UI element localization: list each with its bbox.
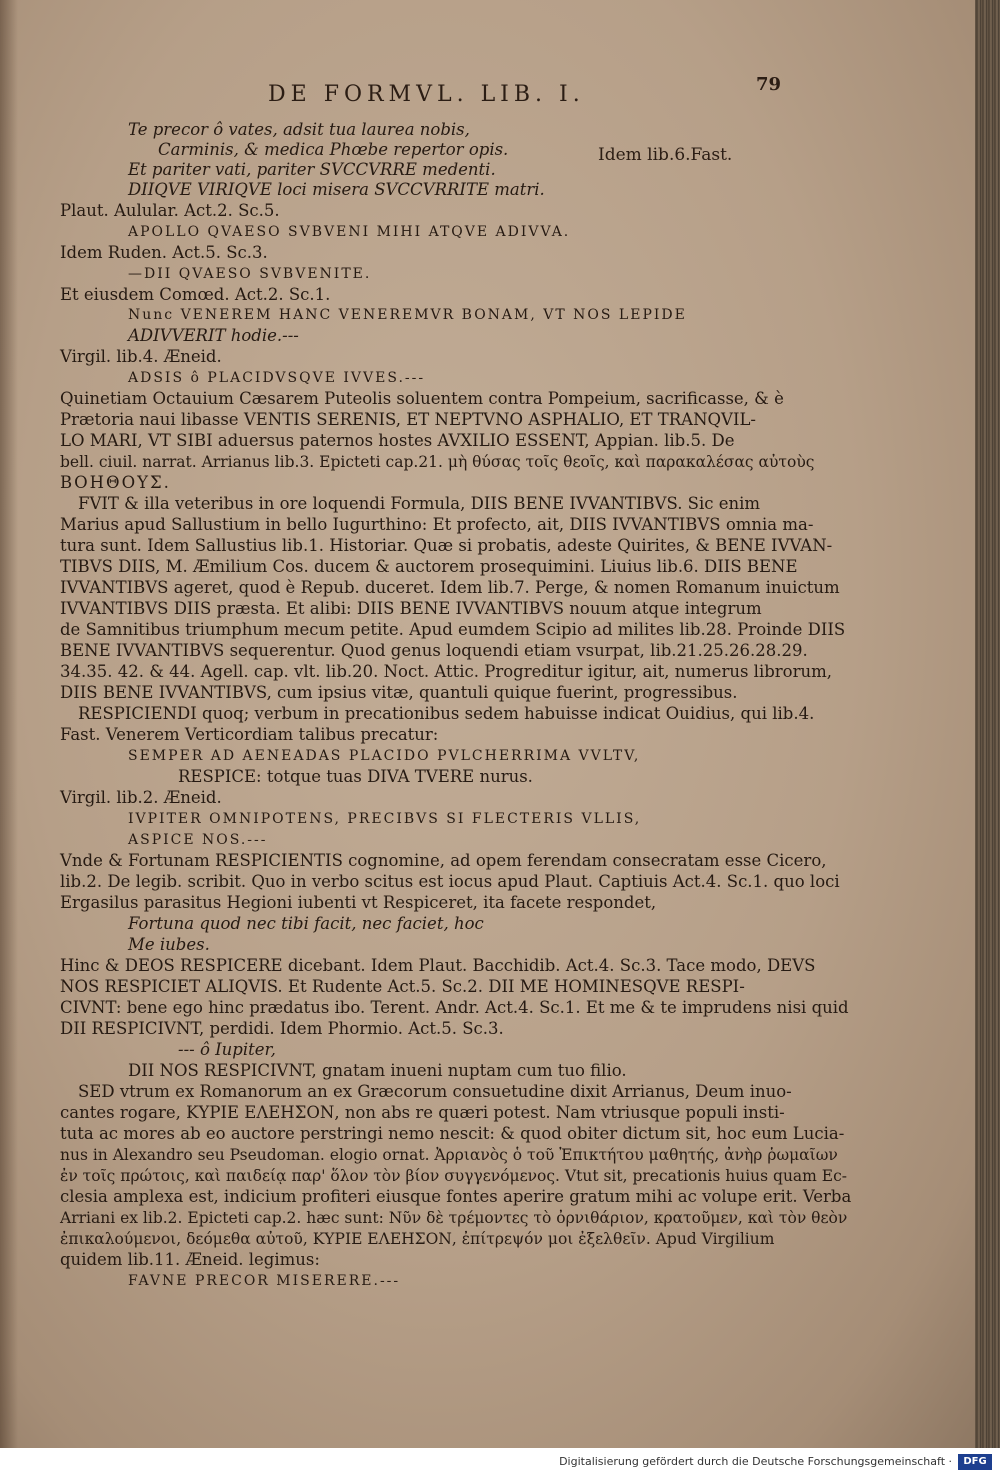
text-line: Fast. Venerem Verticordiam talibus precatur: [60,725,439,744]
text-line: DIIS BENE IVVANTIBVS, cum ipsius vitæ, quantuli quique fuerint, progressibus. [60,683,738,702]
text-line: IVVANTIBVS ageret, quod è Repub. duceret. Idem lib.7. Perge, & nomen Romanum inuictum [60,578,840,597]
text-line: clesia amplexa est, indicium profiteri eiusque fontes aperire gratum mihi ac volupe erit. Verba [60,1187,852,1206]
text-line: FAVNE PRECOR MISERERE.--- [128,1273,401,1289]
text-line: Et pariter vati, pariter SVCCVRRE medenti. [128,160,496,179]
book-fore-edge [975,0,1000,1448]
text-line: —DII QVAESO SVBVENITE. [128,266,372,282]
text-line: quidem lib.11. Æneid. legimus: [60,1250,320,1269]
text-line: ASPICE NOS.--- [128,832,268,848]
text-line: IVPITER OMNIPOTENS, PRECIBVS SI FLECTERIS VLLIS, [128,811,642,827]
text-line: ADIVVERIT hodie.--- [128,326,299,345]
text-line: RESPICE: totque tuas DIVA TVERE nurus. [178,767,533,786]
text-line: Me iubes. [128,935,210,954]
text-line: TIBVS DIIS, M. Æmilium Cos. ducem & auctorem prosequimini. Liuius lib.6. DIIS BENE [60,557,798,576]
text-line: BENE IVVANTIBVS sequerentur. Quod genus loquendi etiam vsurpat, lib.21.25.26.28.29. [60,641,808,660]
text-line: nus in Alexandro seu Pseudoman. elogio ornat. Ἀρριανὸς ὁ τοῦ Ἐπικτήτου μαθητής, ἀνὴρ ῥωμαῖων [60,1146,838,1164]
text-line: lib.2. De legib. scribit. Quo in verbo scitus est iocus apud Plaut. Captiuis Act.4. Sc.1. quo loci [60,872,840,891]
text-line: DII RESPICIVNT, perdidi. Idem Phormio. Act.5. Sc.3. [60,1019,504,1038]
dfg-logo: DFG [958,1454,992,1470]
text-line: Quinetiam Octauium Cæsarem Puteolis soluentem contra Pompeium, sacrificasse, & è [60,389,784,408]
footer-bar [0,1448,1000,1476]
text-line: Hinc & DEOS RESPICERE dicebant. Idem Plaut. Bacchidib. Act.4. Sc.3. Tace modo, DEVS [60,956,816,975]
text-line: ΒΟΗΘΟΥΣ. [60,473,171,492]
text-line: Plaut. Aulular. Act.2. Sc.5. [60,201,280,220]
text-line: Marius apud Sallustium in bello Iugurthino: Et profecto, ait, DIIS IVVANTIBVS omnia ma- [60,515,814,534]
text-line: Virgil. lib.4. Æneid. [60,347,222,366]
text-line: tura sunt. Idem Sallustius lib.1. Historiar. Quæ si probatis, adeste Quirites, & BENE IVVAN- [60,536,833,555]
footer-credit: Digitalisierung gefördert durch die Deutsche Forschungsgemeinschaft · [559,1455,952,1468]
text-line: APOLLO QVAESO SVBVENI MIHI ATQVE ADIVVA. [128,224,571,240]
text-line: IVVANTIBVS DIIS præsta. Et alibi: DIIS BENE IVVANTIBVS nouum atque integrum [60,599,762,618]
text-line: ἐν τοῖς πρώτοις, καὶ παιδείᾳ παρ' ὅλον τὸν βίον συγγενόμενος. Vtut sit, precationis huius quam Ec- [60,1167,848,1185]
text-line: --- ô Iupiter, [178,1040,276,1059]
text-line: Nunc VENEREM HANC VENEREMVR BONAM, VT NOS LEPIDE [128,307,687,323]
text-line: Vnde & Fortunam RESPICIENTIS cognomine, ad opem ferendam consecratam esse Cicero, [60,851,827,870]
text-line: ἐπικαλούμενοι, δεόμεθα αὐτοῦ, ΚΥΡΙΕ ΕΛΕΗΣΟΝ, ἐπίτρεψόν μοι ἐξελθεῖν. Apud Virgilium [60,1230,775,1248]
text-line: Te precor ô vates, adsit tua laurea nobis, [128,120,470,139]
text-line: Carminis, & medica Phœbe repertor opis. [158,140,509,159]
text-line: tuta ac mores ab eo auctore perstringi nemo nescit: & quod obiter dictum sit, hoc eum Lucia- [60,1124,845,1143]
running-title: DE FORMVL. LIB. I. [268,82,585,107]
text-line: LO MARI, VT SIBI aduersus paternos hostes AVXILIO ESSENT, Appian. lib.5. De [60,431,735,450]
text-line: Arriani ex lib.2. Epicteti cap.2. hæc sunt: Νῦν δὲ τρέμοντες τὸ ὀρνιθάριον, κρατοῦμεν, καὶ τὸν θεὸν [60,1209,848,1227]
margin-note: Idem lib.6.Fast. [598,145,733,165]
text-line: Idem Ruden. Act.5. Sc.3. [60,243,268,262]
text-line: Et eiusdem Comœd. Act.2. Sc.1. [60,285,331,304]
text-line: cantes rogare, ΚΥΡΙΕ ΕΛΕΗΣΟΝ, non abs re quæri potest. Nam vtriusque populi insti- [60,1103,785,1122]
text-line: NOS RESPICIET ALIQVIS. Et Rudente Act.5. Sc.2. DII ME HOMINESQVE RESPI- [60,977,745,996]
text-line: DIIQVE VIRIQVE loci misera SVCCVRRITE matri. [128,180,545,199]
text-line: CIVNT: bene ego hinc prædatus ibo. Terent. Andr. Act.4. Sc.1. Et me & te imprudens nisi quid [60,998,849,1017]
text-line: de Samnitibus triumphum mecum petite. Apud eumdem Scipio ad milites lib.28. Proinde DIIS [60,620,846,639]
page-number: 79 [756,74,782,95]
text-line: FVIT & illa veteribus in ore loquendi Formula, DIIS BENE IVVANTIBVS. Sic enim [78,494,761,513]
text-line: SEMPER AD AENEADAS PLACIDO PVLCHERRIMA VVLTV, [128,748,641,764]
text-line: ADSIS ô PLACIDVSQVE IVVES.--- [128,370,426,386]
text-line: Fortuna quod nec tibi facit, nec faciet, hoc [128,914,484,933]
text-line: RESPICIENDI quoq; verbum in precationibus sedem habuisse indicat Ouidius, qui lib.4. [78,704,815,723]
text-line: SED vtrum ex Romanorum an ex Græcorum consuetudine dixit Arrianus, Deum inuo- [78,1082,792,1101]
text-line: DII NOS RESPICIVNT, gnatam inueni nuptam cum tuo filio. [128,1061,627,1080]
text-line: Virgil. lib.2. Æneid. [60,788,222,807]
text-line: Prætoria naui libasse VENTIS SERENIS, ET NEPTVNO ASPHALIO, ET TRANQVIL- [60,410,756,429]
text-line: 34.35. 42. & 44. Agell. cap. vlt. lib.20. Noct. Attic. Progreditur igitur, ait, numerus librorum, [60,662,833,681]
text-line: bell. ciuil. narrat. Arrianus lib.3. Epicteti cap.21. μὴ θύσας τοῖς θεοῖς, καὶ παρακαλέσας αὐτοὺς [60,453,815,471]
text-line: Ergasilus parasitus Hegioni iubenti vt Respiceret, ita facete respondet, [60,893,657,912]
